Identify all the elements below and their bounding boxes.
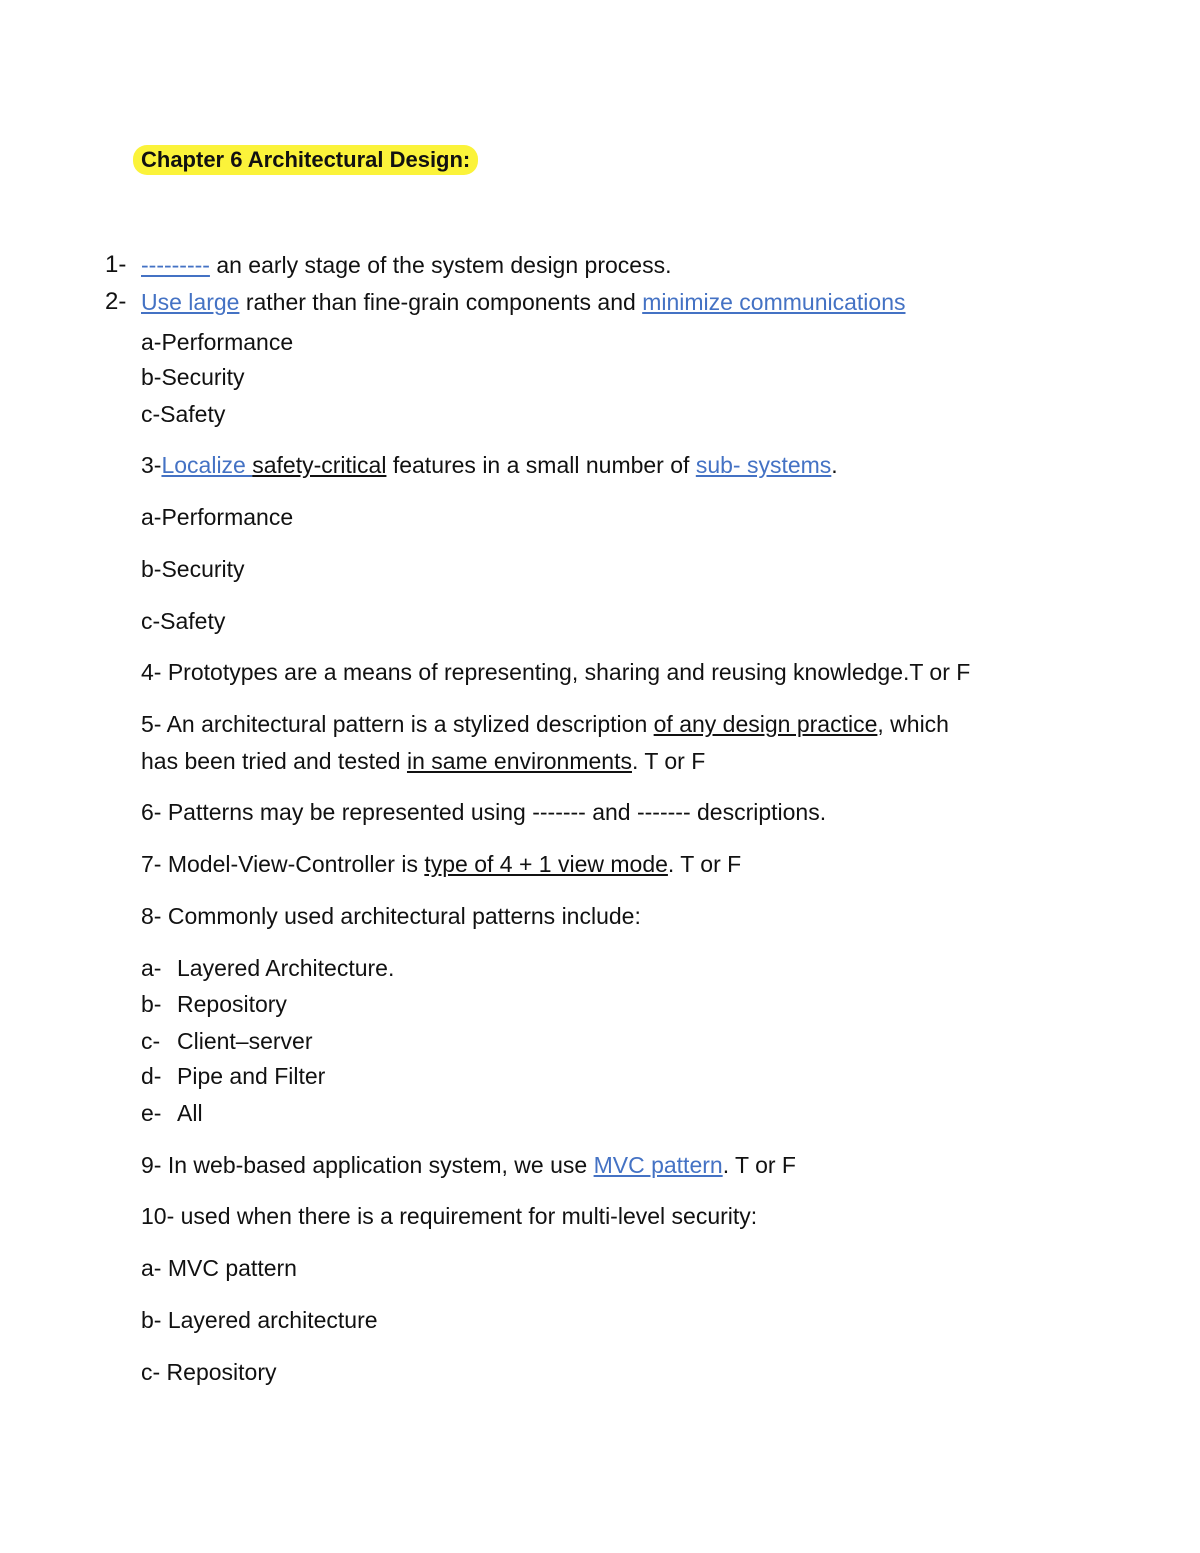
q8-option-b [141,989,287,1019]
q5-underlined-2: in same environments [406,748,632,774]
question-10: 10- used when there is a requirement for multi-level security: [141,1203,758,1229]
question-8: 8- Commonly used architectural patterns include: [141,903,641,929]
q10-option-a: a- MVC pattern [141,1255,297,1281]
q2-text: rather than fine-grain components and [239,289,643,315]
q3-option-b: b-Security [141,556,245,582]
q8-option-a-text: Layered Architecture. [177,955,395,981]
q8-option-d-letter: d- [141,1063,162,1089]
q2-link-minimize-communications[interactable]: minimize communications [642,289,906,315]
q3-option-a: a-Performance [141,504,294,530]
q7-text-1: 7- Model-View-Controller is [141,851,425,877]
q1-text: an early stage of the system design process. [209,252,672,278]
q5-underlined-1: of any design practice [653,711,878,737]
question-9 [141,1150,796,1180]
q7-text-2: . T or F [667,851,742,877]
q3-link-sub-systems[interactable]: sub- systems [695,452,832,478]
question-7 [141,849,741,879]
question-5-line-1 [141,709,949,739]
question-5-line-2 [141,746,705,776]
q1-blank-link[interactable]: --------- [141,252,210,278]
q2-option-b: b-Security [141,364,245,390]
q8-option-d [141,1061,325,1091]
q2-option-c: c-Safety [141,401,226,427]
q8-option-a [141,953,394,983]
q8-option-b-text: Repository [177,991,287,1017]
q8-option-e [141,1098,203,1128]
q2-link-use-large[interactable]: Use large [141,289,240,315]
q1-number: 1- [105,251,127,278]
q7-underlined: type of 4 + 1 view mode [424,851,668,877]
q8-option-c-letter: c- [141,1028,161,1054]
q3-text: features in a small number of [386,452,696,478]
q8-option-e-letter: e- [141,1100,162,1126]
q8-option-e-text: All [177,1100,203,1126]
question-3 [141,450,838,480]
question-4: 4- Prototypes are a means of representing, sharing and reusing knowledge.T or F [141,659,971,685]
q5-text-4: . T or F [631,748,706,774]
q9-link-mvc-pattern[interactable]: MVC pattern [593,1152,723,1178]
q2-option-a: a-Performance [141,329,294,355]
q8-option-b-letter: b- [141,991,162,1017]
q5-text-3: has been tried and tested [141,748,407,774]
q8-option-a-letter: a- [141,955,162,981]
question-2 [141,287,906,317]
q8-option-c-text: Client–server [177,1028,313,1054]
q3-prefix: 3- [141,452,162,478]
question-1 [141,250,671,280]
q5-text-1: 5- An architectural pattern is a stylized description [141,711,654,737]
question-6: 6- Patterns may be represented using ------- and ------- descriptions. [141,799,827,825]
q3-option-c: c-Safety [141,608,226,634]
q10-option-c: c- Repository [141,1359,277,1385]
q2-number: 2- [105,288,127,315]
q3-underlined-safety-critical: safety-critical [252,452,387,478]
q8-option-d-text: Pipe and Filter [177,1063,326,1089]
q9-text-2: . T or F [722,1152,796,1178]
q3-link-localize[interactable]: Localize [161,452,253,478]
q10-option-b: b- Layered architecture [141,1307,378,1333]
q5-text-2: , which [877,711,949,737]
q8-option-c [141,1026,313,1056]
page-title: Chapter 6 Architectural Design: [133,145,478,175]
q3-end: . [831,452,838,478]
q9-text-1: 9- In web-based application system, we use [141,1152,594,1178]
